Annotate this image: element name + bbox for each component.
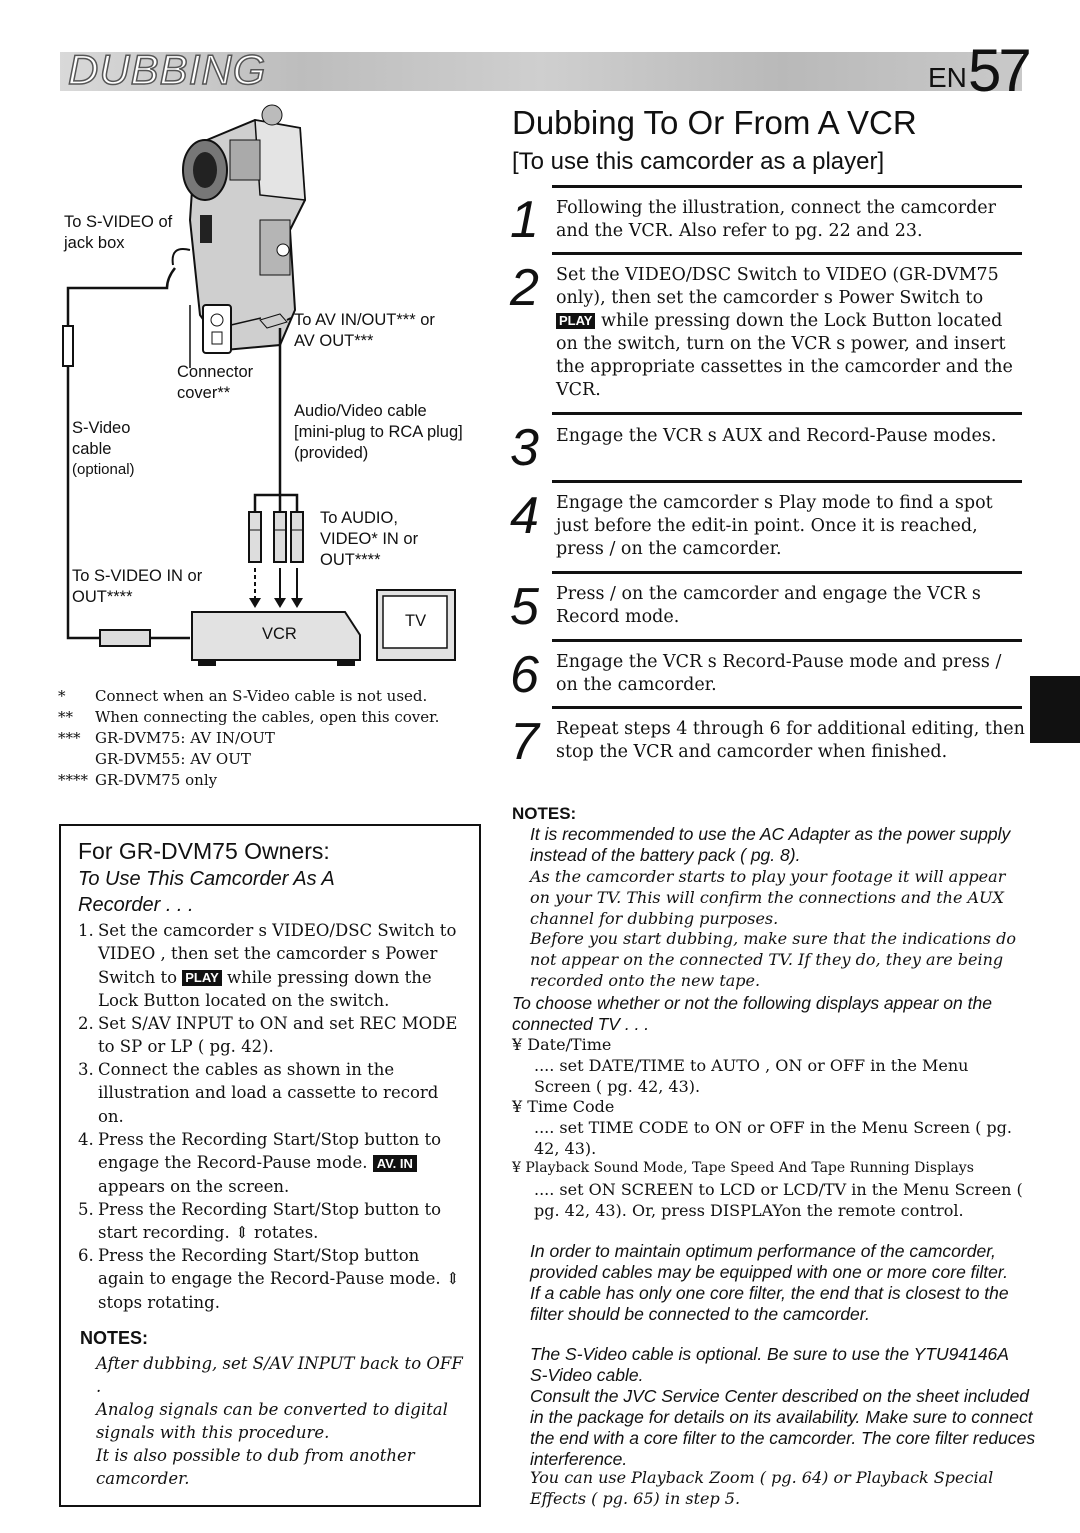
label-to-svideo-in: To S-VIDEO IN or OUT**** — [72, 567, 203, 606]
footnote-mark: **** — [58, 771, 88, 789]
label-to-svideo-jack: To S-VIDEO of jack box — [64, 213, 173, 252]
section-title: DUBBING — [68, 46, 267, 93]
note: The S-Video cable is optional. Be sure to use the YTU94146A S-Video cable. — [530, 1344, 1009, 1385]
step-divider — [552, 412, 1022, 415]
footnote-text: When connecting the cables, open this cover. — [95, 708, 440, 726]
language-code: EN — [928, 62, 967, 93]
step-divider — [552, 252, 1022, 255]
note: To choose whether or not the following displays appear on the connected TV . . . — [512, 993, 992, 1034]
owners-item: 4. Press the Recording Start/Stop button to engage the Record-Pause mode. AV. IN appears on the screen. — [78, 1130, 442, 1196]
step-number: 4 — [510, 487, 539, 545]
note: In order to maintain optimum performance of the camcorder, provided cables may be equipped with one or more core filter. If a cable has only one core filter, the end that is closest to the filter should be connected to the camcorder. — [530, 1241, 1009, 1324]
display-option-label: ¥ Date/Time — [512, 1035, 612, 1054]
step-number: 5 — [510, 578, 539, 636]
step-text: Set the VIDEO/DSC Switch to VIDEO (GR-DVM75 only), then set the camcorder s Power Switch to PLAY while pressing down the Lock Button located on the switch, turn on the VCR s power, and insert the appropriate cassettes in the camcorder and the VCR. — [556, 265, 1013, 400]
step-divider — [552, 639, 1022, 642]
note: You can use Playback Zoom ( pg. 64) or Playback Special Effects ( pg. 65) in step 5. — [530, 1468, 994, 1508]
footnote-text: Connect when an S-Video cable is not used. — [95, 687, 428, 705]
display-option-text: .... set ON SCREEN to LCD or LCD/TV in the Menu Screen ( pg. 42, 43). Or, press DISPLAYon the remote control. — [534, 1180, 1023, 1220]
footnote-mark: *** — [58, 729, 81, 747]
footnote-mark: ** — [58, 708, 73, 726]
owners-note: After dubbing, set S/AV INPUT back to OFF . — [96, 1354, 463, 1397]
connector-cover — [203, 305, 231, 353]
footnote-mark: * — [58, 687, 66, 705]
step-text: Repeat steps 4 through 6 for additional editing, then stop the VCR and camcorder when finished. — [556, 719, 1025, 762]
step-number: 3 — [510, 419, 539, 477]
display-option-label: ¥ Playback Sound Mode, Tape Speed And Tape Running Displays — [512, 1160, 974, 1176]
label-optional: (optional) — [72, 461, 135, 478]
play-mode-badge: PLAY — [556, 313, 595, 329]
label-svideo-cable: S-Video cable — [72, 419, 131, 458]
camcorder-illustration — [173, 105, 305, 350]
svideo-plug — [100, 630, 150, 646]
owners-note: Analog signals can be converted to digital signals with this procedure. — [96, 1400, 448, 1443]
owners-note: It is also possible to dub from another camcorder. — [96, 1446, 415, 1489]
display-option-text: .... set DATE/TIME to AUTO , ON or OFF in the Menu Screen ( pg. 42, 43). — [534, 1056, 969, 1096]
rotate-icon: ⇕ — [234, 1223, 249, 1243]
footnote-text: GR-DVM75 only — [95, 771, 218, 789]
label-connector-cover: Connector cover** — [177, 363, 254, 402]
step-text: Press / on the camcorder and engage the VCR s Record mode. — [556, 584, 981, 627]
owners-item: 2. Set S/AV INPUT to ON and set REC MODE to SP or LP ( pg. 42). — [78, 1014, 458, 1057]
display-option-text: .... set TIME CODE to ON or OFF in the Menu Screen ( pg. 42, 43). — [534, 1118, 1012, 1158]
rca-plugs — [249, 512, 303, 562]
step-number: 6 — [510, 646, 539, 704]
step-divider — [552, 185, 1022, 188]
page-subtitle: [To use this camcorder as a player] — [512, 148, 885, 175]
footnote-text: GR-DVM55: AV OUT — [95, 750, 251, 768]
footnote-text: GR-DVM75: AV IN/OUT — [95, 729, 275, 747]
page-number: 57 — [968, 37, 1029, 104]
label-tv: TV — [405, 612, 427, 630]
owners-notes-heading: NOTES: — [80, 1328, 149, 1348]
rotate-icon: ⇕ — [445, 1269, 460, 1289]
step-text: Following the illustration, connect the camcorder and the VCR. Also refer to pg. 22 and 23. — [556, 198, 997, 241]
note: Before you start dubbing, make sure that the indications do not appear on the connected TV. If they do, they are being recorded onto the new tape. — [530, 929, 1016, 990]
note: Consult the JVC Service Center described on the sheet included in the package for details on its availability. Make sure to connect the end with a core filter to the camcorder. The core filter reduces interference. — [530, 1386, 1036, 1469]
label-vcr: VCR — [262, 625, 297, 643]
owners-item: 3. Connect the cables as shown in the illustration and load a cassette to record on. — [78, 1060, 439, 1126]
step-number: 1 — [510, 191, 539, 249]
note: It is recommended to use the AC Adapter as the power supply instead of the battery pack ( pg. 8). — [530, 824, 1011, 865]
step-number: 2 — [510, 259, 539, 317]
owners-title: For GR-DVM75 Owners: — [78, 838, 330, 864]
label-to-av-inout: To AV IN/OUT*** or AV OUT*** — [294, 311, 435, 350]
notes-heading: NOTES: — [512, 804, 577, 823]
page-title: Dubbing To Or From A VCR — [512, 104, 917, 141]
owners-item: 5. Press the Recording Start/Stop button to start recording. ⇕ rotates. — [78, 1200, 442, 1243]
label-to-audio-video: To AUDIO, VIDEO* IN or OUT**** — [320, 509, 419, 569]
owners-subtitle: To Use This Camcorder As A Recorder . . . — [78, 868, 335, 916]
step-text: Engage the VCR s AUX and Record-Pause modes. — [556, 426, 997, 446]
display-option-label: ¥ Time Code — [512, 1097, 615, 1116]
step-divider — [552, 480, 1022, 483]
step-text: Engage the VCR s Record-Pause mode and press / on the camcorder. — [556, 652, 1002, 695]
owners-item: 6. Press the Recording Start/Stop button again to engage the Record-Pause mode. ⇕ stops rotating. — [78, 1246, 460, 1312]
play-mode-badge: PLAY — [182, 970, 221, 986]
section-thumb-tab — [1030, 676, 1080, 743]
label-av-cable: Audio/Video cable [mini-plug to RCA plug] (provided) — [294, 402, 463, 462]
step-divider — [552, 706, 1022, 709]
svideo-core-filter — [63, 326, 73, 366]
owners-item: 1. Set the camcorder s VIDEO/DSC Switch to VIDEO , then set the camcorder s Power Switch to PLAY while pressing down the Lock Button located on the switch. — [78, 921, 457, 1010]
av-in-badge: AV. IN — [373, 1155, 417, 1172]
step-text: Engage the camcorder s Play mode to find a spot just before the edit-in point. Once it is reached, press / on the camcorder. — [556, 493, 993, 559]
step-number: 7 — [510, 713, 539, 771]
note: As the camcorder starts to play your footage it will appear on your TV. This will confirm the connections and the AUX channel for dubbing purposes. — [530, 867, 1006, 928]
step-divider — [552, 571, 1022, 574]
